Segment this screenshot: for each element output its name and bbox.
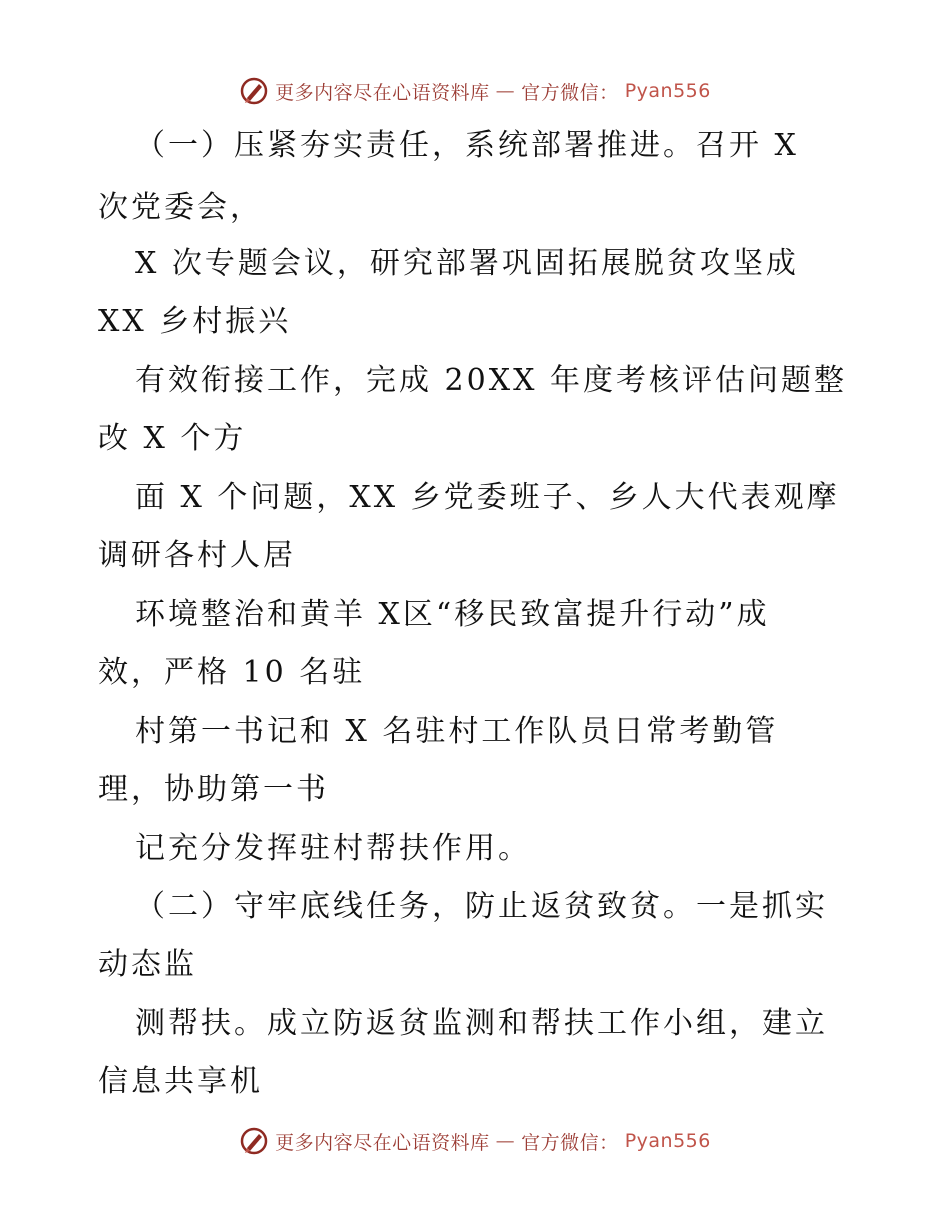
watermark-header (0, 71, 950, 111)
body-line: 动态监 (98, 947, 197, 982)
pen-logo-icon (239, 1126, 269, 1156)
body-line: 调研各村人居 (98, 538, 296, 573)
body-line: X 次专题会议，研究部署巩固拓展脱贫攻坚成 (135, 246, 799, 281)
watermark-id: Pyan556 (624, 80, 711, 102)
body-line: 理，协助第一书 (98, 772, 329, 807)
body-line: 测帮扶。成立防返贫监测和帮扶工作小组，建立 (135, 1006, 828, 1041)
watermark-label: 官方微信： (521, 1131, 619, 1154)
watermark-footer (0, 1121, 950, 1161)
watermark-label: 官方微信： (521, 81, 619, 104)
body-line: 次党委会， (98, 190, 263, 225)
watermark-dash: — (495, 80, 516, 102)
body-line: （一）压紧夯实责任，系统部署推进。召开 X (135, 128, 799, 163)
watermark-id: Pyan556 (624, 1130, 711, 1152)
body-line: 信息共享机 (98, 1064, 263, 1099)
watermark-text: 更多内容尽在心语资料库 (275, 1131, 490, 1154)
body-line: 改 X 个方 (98, 421, 247, 456)
body-line: 有效衔接工作，完成 20XX 年度考核评估问题整 (135, 363, 847, 398)
body-line: 环境整治和黄羊 X区“移民致富提升行动”成 (135, 597, 770, 632)
watermark-text: 更多内容尽在心语资料库 (275, 81, 490, 104)
watermark-dash: — (495, 1130, 516, 1152)
body-line: 效，严格 10 名驻 (98, 655, 366, 690)
pen-logo-icon (239, 76, 269, 106)
body-line: 记充分发挥驻村帮扶作用。 (135, 831, 531, 866)
body-line: XX 乡村振兴 (98, 304, 292, 339)
body-line: 村第一书记和 X 名驻村工作队员日常考勤管 (135, 714, 779, 749)
body-line: （二）守牢底线任务，防止返贫致贫。一是抓实 (135, 889, 828, 924)
body-line: 面 X 个问题，XX 乡党委班子、乡人大代表观摩 (135, 480, 840, 515)
